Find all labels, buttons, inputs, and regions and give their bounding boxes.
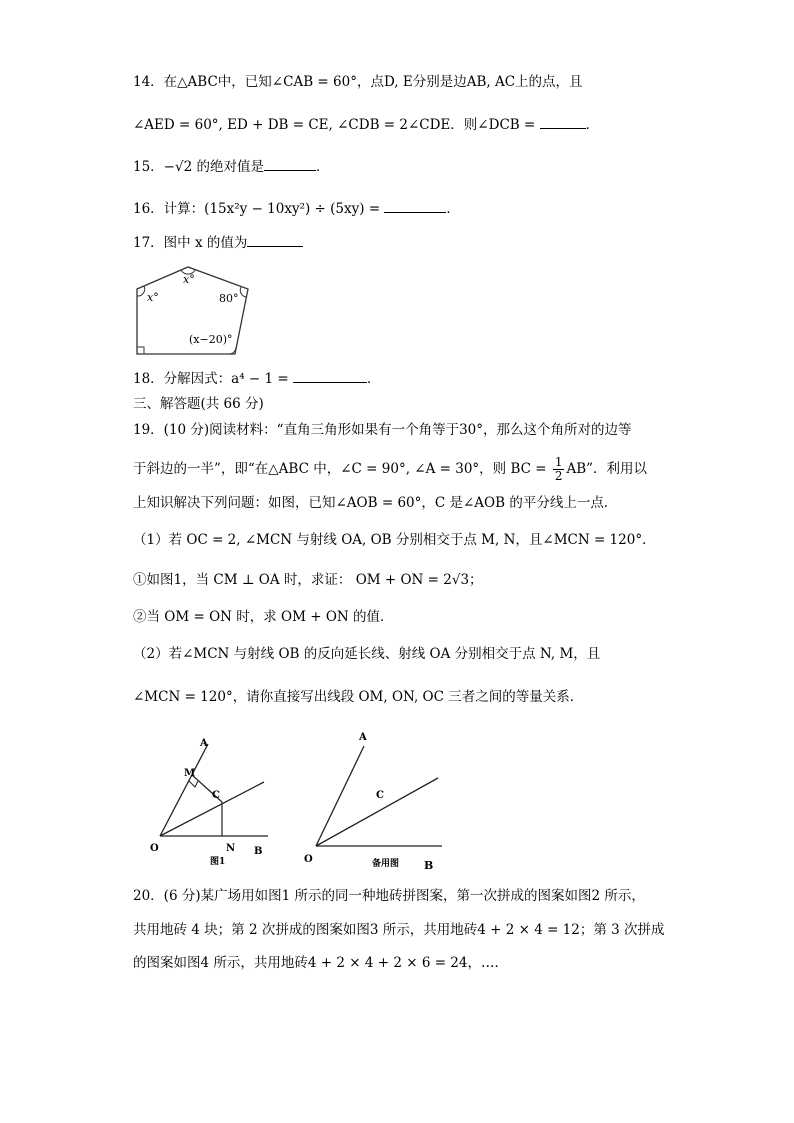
label-top: x° [183, 273, 195, 286]
q16-text: 16．计算：(15x²y − 10xy²) ÷ (5xy) = [133, 201, 385, 217]
q18-end: ． [367, 371, 381, 387]
q15-answer-blank[interactable] [264, 156, 316, 171]
q20-line3: 的图案如图4 所示，共用地砖4 + 2 × 4 + 2 × 6 = 24，…． [133, 955, 508, 971]
q14-line1: 14．在△ABC中，已知∠CAB = 60°，点D, E分别是边AB, AC上的点，且 [133, 74, 583, 90]
q16-end: ． [446, 201, 460, 217]
q19-sub2: ②当 OM = ON 时，求 OM + ON 的值． [133, 609, 394, 625]
label-A: A [359, 732, 367, 743]
label-left: x° [147, 291, 159, 304]
right-angle-mark [137, 347, 144, 354]
figure-1 [140, 730, 290, 870]
q18-answer-blank[interactable] [293, 368, 367, 383]
q19-part2a: （2）若∠MCN 与射线 OB 的反向延长线、射线 OA 分别相交于点 N, M，且 [133, 646, 601, 662]
label-N: N [226, 843, 236, 854]
label-B: B [424, 859, 434, 872]
q17-text: 17．图中 x 的值为 [133, 235, 248, 251]
q15-line [133, 156, 329, 177]
q19-part2b: ∠MCN = 120°，请你直接写出线段 OM, ON, OC 三者之间的等量关系． [133, 689, 584, 705]
label-O: O [150, 843, 159, 854]
caption-backup: 备用图 [372, 859, 400, 869]
q17-answer-blank[interactable] [247, 232, 303, 247]
label-bottom: (x−20)° [189, 333, 233, 346]
right-angle-mark-M [189, 781, 198, 787]
q19-part1: （1）若 OC = 2, ∠MCN 与射线 OA, OB 分别相交于点 M, N，且∠MCN = 120°． [133, 532, 656, 548]
pentagon-figure [133, 262, 255, 358]
fraction-one-half [553, 456, 565, 483]
ray-OA [160, 744, 208, 836]
fraction-numerator: 1 [554, 455, 563, 469]
label-C: C [376, 790, 384, 801]
fraction-denominator: 2 [554, 469, 563, 483]
q17-line [133, 232, 303, 253]
q16-answer-blank[interactable] [384, 198, 446, 213]
q19-line2b: AB”．利用以 [566, 461, 648, 477]
figure-backup [296, 726, 456, 872]
q19-line2a: 于斜边的一半”，即“在△ABC 中，∠C = 90°, ∠A = 30°，则 BC = [133, 461, 551, 477]
label-right: 80° [219, 292, 239, 305]
q14-end: ． [585, 117, 600, 133]
label-O: O [304, 854, 313, 865]
q19-sub1: ①如图1，当 CM ⊥ OA 时，求证： OM + ON = 2√3； [133, 572, 483, 588]
label-A: A [200, 738, 208, 749]
label-C: C [212, 790, 220, 801]
q15-text: 15．−√2 的绝对值是 [133, 159, 264, 175]
q19-line3: 上知识解决下列问题：如图，已知∠AOB = 60°，C 是∠AOB 的平分线上一点． [133, 495, 618, 511]
bisector-OC [316, 778, 438, 846]
section3-title: 三、解答题(共 66 分) [133, 396, 264, 412]
q20-line2: 共用地砖 4 块；第 2 次拼成的图案如图3 所示，共用地砖4 + 2 × 4 = 12；第 3 次拼成 [133, 922, 665, 938]
ray-OA [316, 746, 364, 846]
q18-text: 18．分解因式：a⁴ − 1 = [133, 371, 294, 387]
q18-line [133, 368, 381, 389]
q19-line1: 19．(10 分)阅读材料：“直角三角形如果有一个角等于30°，那么这个角所对的边等 [133, 422, 632, 438]
label-B: B [254, 846, 263, 857]
q15-end: ． [315, 159, 330, 175]
q16-line [133, 198, 460, 219]
q14-line2 [133, 114, 599, 135]
q19-line2 [133, 456, 647, 483]
q14-line2-text: ∠AED = 60°, ED + DB = CE, ∠CDB = 2∠CDE．则∠DCB = [133, 117, 540, 133]
caption-fig1: 图1 [210, 857, 226, 867]
q20-line1: 20．(6 分)某广场用如图1 所示的同一种地砖拼图案，第一次拼成的图案如图2 所示， [133, 888, 645, 904]
q14-answer-blank[interactable] [540, 114, 586, 129]
label-M: M [184, 768, 196, 779]
